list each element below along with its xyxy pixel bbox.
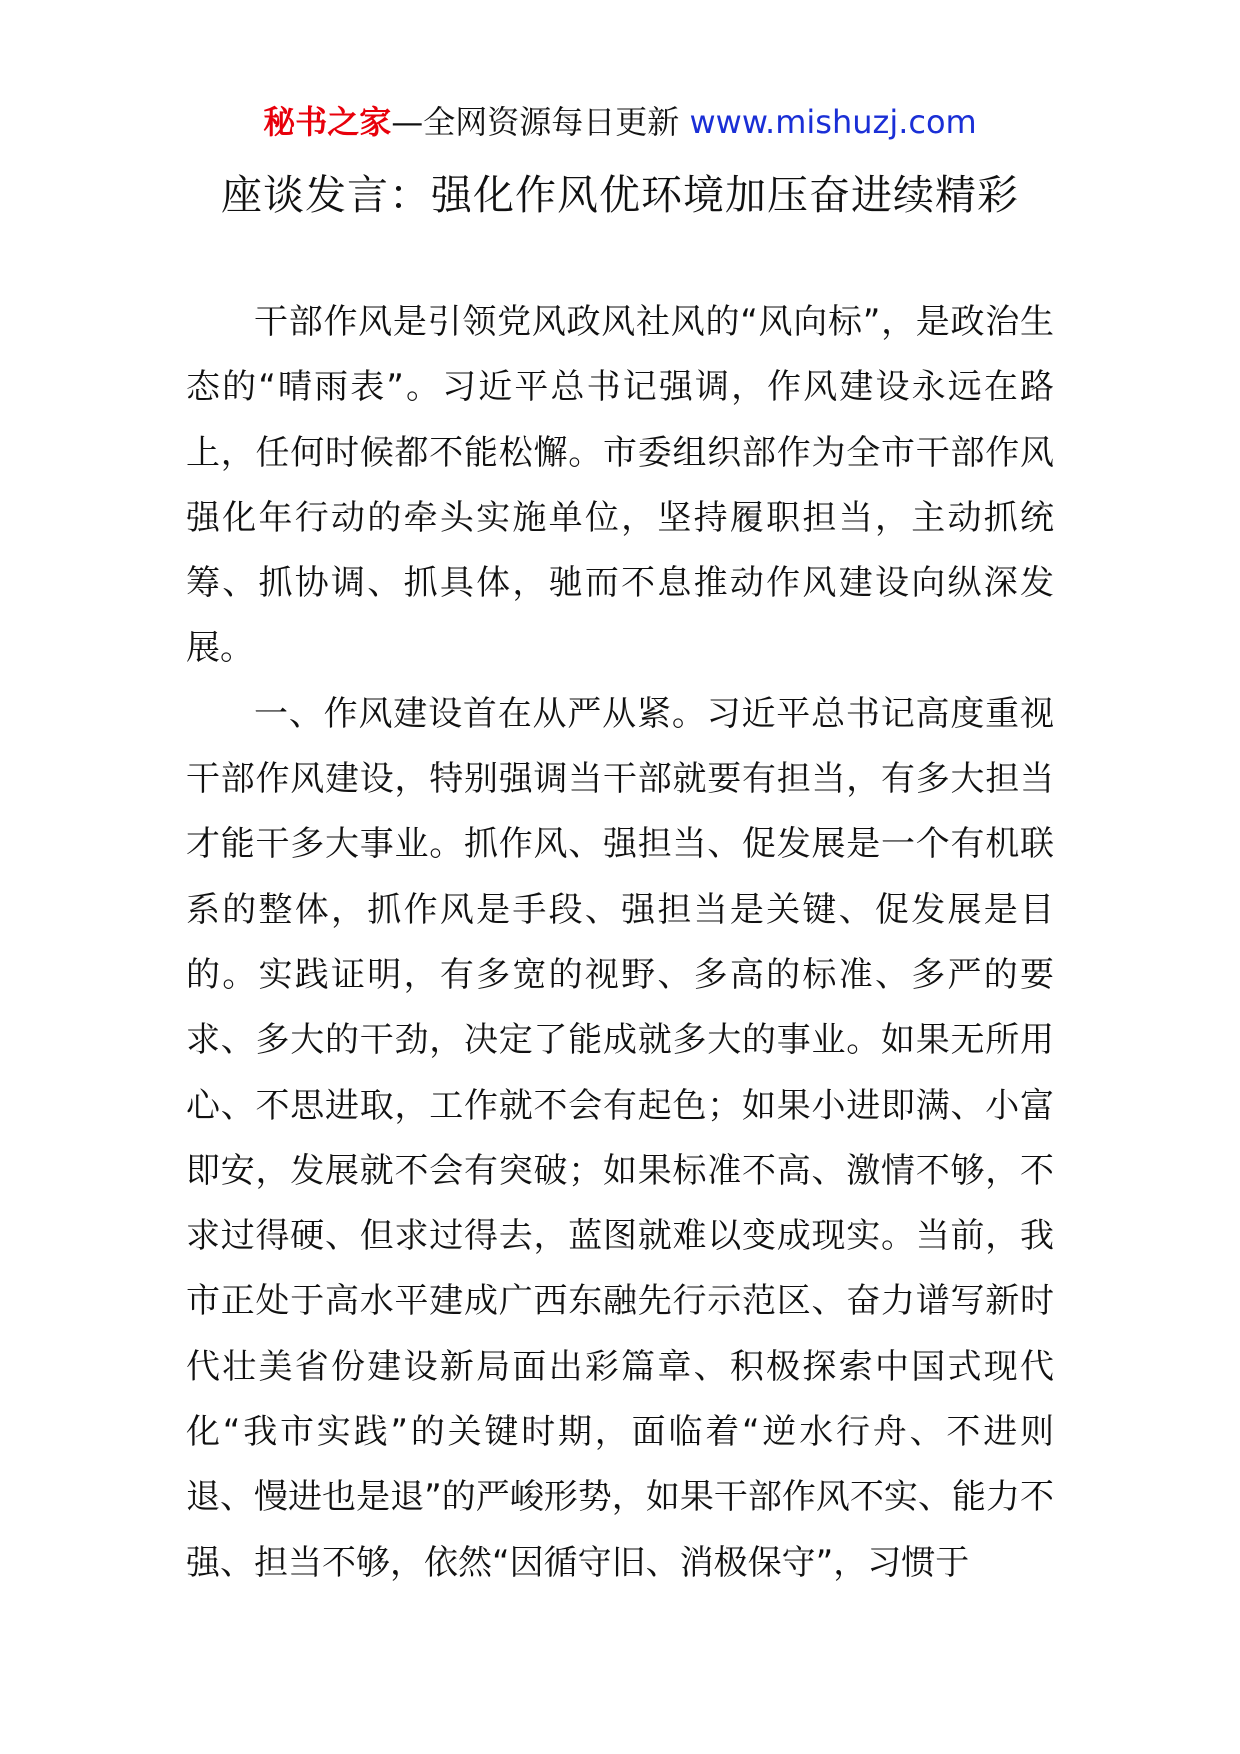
paragraph-section-1: 一、作风建设首在从严从紧。习近平总书记高度重视干部作风建设，特别强调当干部就要有担当，有多大担当才能干多大事业。抓作风、强担当、促发展是一个有机联系的整体，抓作风是手段、强担当是关键、促发展是目的。实践证明，有多宽的视野、多高的标准、多严的要求、多大的干劲，决定了能成就多大的事业。如果无所用心、不思进取，工作就不会有起色；如果小进即满、小富即安，发展就不会有突破；如果标准不高、激情不够，不求过得硬、但求过得去，蓝图就难以变成现实。当前，我市正处于高水平建成广西东融先行示范区、奋力谱写新时代壮美省份建设新局面出彩篇章、积极探索中国式现代化“我市实践”的关键时期，面临着“逆水行舟、不进则退、慢进也是退”的严峻形势，如果干部作风不实、能力不强、担当不够，依然“因循守旧、消极保守”，习惯于 (186, 693, 1054, 1583)
site-header (0, 98, 1240, 146)
document-title: 座谈发言：强化作风优环境加压奋进续精彩 (221, 171, 1019, 219)
site-slogan: —全网资源每日更新 (391, 103, 680, 141)
site-name: 秘书之家 (263, 103, 392, 141)
document-body (186, 290, 1054, 1596)
site-url-link[interactable]: www.mishuzj.com (689, 103, 977, 141)
paragraph-intro: 干部作风是引领党风政风社风的“风向标”，是政治生态的“晴雨表”。习近平总书记强调，作风建设永远在路上，任何时候都不能松懈。市委组织部作为全市干部作风强化年行动的牵头实施单位，坚持履职担当，主动抓统筹、抓协调、抓具体，驰而不息推动作风建设向纵深发展。 (186, 302, 1054, 669)
